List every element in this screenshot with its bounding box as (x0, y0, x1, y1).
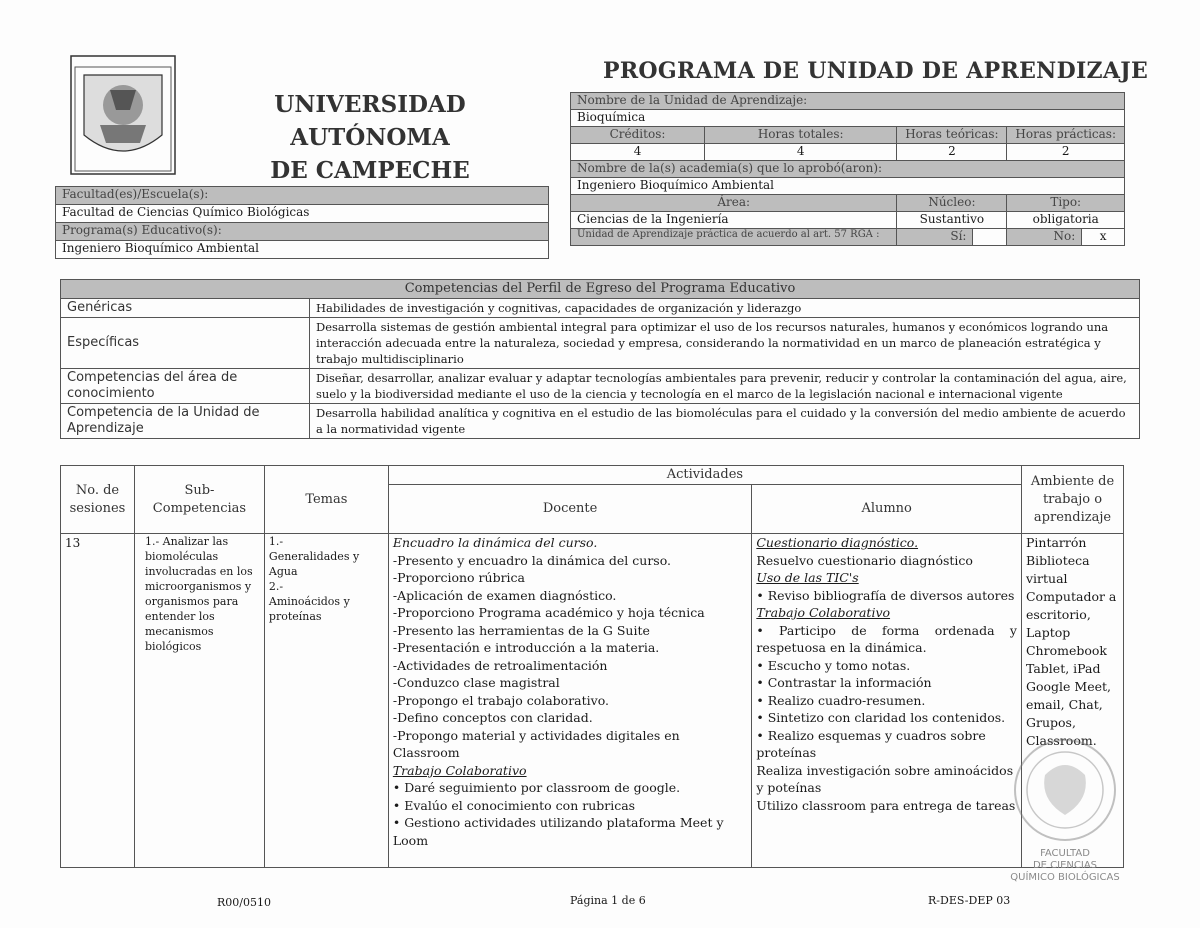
col-temas: Temas (264, 466, 388, 534)
competencia-row (61, 318, 1140, 369)
alumno-bullet: • Realizo esquemas y cuadros sobre proteínas (756, 727, 986, 760)
docente-item: -Presento las herramientas de la G Suite (392, 622, 650, 638)
alumno-heading: Cuestionario diagnóstico. (756, 535, 919, 550)
alumno-bullet: • Escucho y tomo notas. (756, 657, 911, 673)
alumno-bullet: • Participo de forma ordenada y respetuosa en la dinámica. (756, 622, 1017, 655)
docente-item: -Proporciono rúbrica (392, 570, 526, 585)
university-name (200, 88, 540, 187)
practica-label: Unidad de Aprendizaje práctica de acuerdo al art. 57 RGA : (571, 229, 897, 246)
col-docente: Docente (388, 485, 752, 534)
nucleo-label: Núcleo: (897, 195, 1007, 212)
unit-info-table (570, 92, 1125, 246)
unit-name-value: Bioquímica (571, 110, 1125, 127)
stamp-line: FACULTAD (1040, 848, 1090, 859)
university-logo (70, 55, 176, 175)
competencia-row (61, 404, 1140, 439)
creditos-label: Créditos: (571, 127, 705, 144)
docente-item: -Presentación e introducción a la materia. (392, 640, 660, 655)
faculty-info-table (55, 186, 549, 259)
docente-item: -Aplicación de examen diagnóstico. (392, 587, 617, 603)
competencia-value: Diseñar, desarrollar, analizar evaluar y adaptar tecnologías ambientales para prevenir, reducir y controlar la contaminación del agua, aire, suelo y la biodiversidad mediante el uso de la ciencia y tecnología en el marco de la legislación nacional e internacional vigente (310, 369, 1140, 404)
horas-teoricas-label: Horas teóricas: (897, 127, 1007, 144)
ambiente-text: Pintarrón Biblioteca virtual Computador a escritorio, Laptop Chromebook Tablet, iPad Google Meet, email, Chat, Grupos, Classroom. (1021, 534, 1123, 868)
alumno-tail: Realiza investigación sobre aminoácidos y poteínas Utilizo classroom para entrega de tareas (756, 762, 1016, 813)
creditos-value: 4 (571, 144, 705, 161)
docente-bullet: • Gestiono actividades utilizando plataforma Meet y Loom (392, 815, 724, 848)
docente-item: -Propongo el trabajo colaborativo. (392, 692, 609, 708)
unit-name-label: Nombre de la Unidad de Aprendizaje: (571, 93, 1125, 110)
nucleo-value: Sustantivo (897, 212, 1007, 229)
faculty-stamp (1010, 730, 1120, 850)
alumno-cell (752, 534, 1022, 868)
university-name-line1: UNIVERSIDAD AUTÓNOMA (274, 91, 466, 151)
docente-item: -Actividades de retroalimentación (392, 657, 608, 673)
university-name-line2: DE CAMPECHE (270, 157, 470, 184)
horas-practicas-value: 2 (1007, 144, 1125, 161)
alumno-bullet: • Contrastar la información (756, 675, 932, 690)
competencia-value: Habilidades de investigación y cognitivas, capacidades de organización y liderazgo (310, 299, 1140, 318)
horas-teoricas-value: 2 (897, 144, 1007, 161)
alumno-bullet: • Reviso bibliografía de diversos autores (756, 587, 1015, 603)
program-label: Programa(s) Educativo(s): (56, 223, 549, 241)
academia-value: Ingeniero Bioquímico Ambiental (571, 178, 1125, 195)
faculty-value: Facultad de Ciencias Químico Biológicas (56, 205, 549, 223)
competencias-table (60, 279, 1140, 439)
docente-sub-heading: Trabajo Colaborativo (392, 762, 527, 778)
alumno-line: Resuelvo cuestionario diagnóstico (756, 552, 973, 568)
page-number: Página 1 de 6 (570, 894, 646, 907)
stamp-line: DE CIENCIAS (1032, 860, 1098, 871)
area-value: Ciencias de la Ingeniería (571, 212, 897, 229)
docente-heading: Encuadro la dinámica del curso. (392, 535, 598, 550)
col-sesiones: No. de sesiones (61, 466, 135, 534)
competencia-key: Específicas (61, 318, 310, 369)
faculty-stamp-text (1005, 848, 1125, 884)
footer-code: R00/0510 (217, 896, 271, 909)
alumno-heading: Trabajo Colaborativo (756, 605, 891, 620)
sesiones-value: 13 (61, 534, 135, 868)
competencia-key: Competencia de la Unidad de Aprendizaje (61, 404, 310, 439)
faculty-label: Facultad(es)/Escuela(s): (56, 187, 549, 205)
horas-totales-label: Horas totales: (705, 127, 897, 144)
program-value: Ingeniero Bioquímico Ambiental (56, 241, 549, 259)
competencia-row (61, 299, 1140, 318)
subcompetencia-text: 1.- Analizar las biomoléculas involucradas en los microorganismos y organismos para entender los mecanismos biológicos (134, 534, 264, 868)
tipo-label: Tipo: (1007, 195, 1125, 212)
docente-item: -Conduzco clase magistral (392, 675, 560, 690)
col-alumno: Alumno (752, 485, 1022, 534)
competencia-value: Desarrolla sistemas de gestión ambiental integral para optimizar el uso de los recursos naturales, humanos y económicos logrando una interacción adecuada entre la naturaleza, sociedad y empresa, considerando la normatividad en un marco de planeación estratégica y trabajo multidisciplinario (310, 318, 1140, 369)
competencia-row (61, 369, 1140, 404)
program-title: PROGRAMA DE UNIDAD DE APRENDIZAJE (603, 58, 1149, 84)
docente-item: -Propongo material y actividades digitales en Classroom (392, 727, 680, 760)
col-subcompetencias: Sub-Competencias (134, 466, 264, 534)
alumno-heading: Uso de las TIC's (756, 570, 859, 585)
competencia-key: Competencias del área de conocimiento (61, 369, 310, 404)
stamp-line: QUÍMICO BIOLÓGICAS (1010, 872, 1120, 883)
horas-practicas-label: Horas prácticas: (1007, 127, 1125, 144)
docente-bullet: • Evalúo el conocimiento con rubricas (392, 797, 636, 813)
alumno-bullet: • Realizo cuadro-resumen. (756, 692, 926, 708)
col-actividades: Actividades (388, 466, 1021, 485)
activities-table (60, 465, 1124, 868)
col-ambiente: Ambiente de trabajo o aprendizaje (1021, 466, 1123, 534)
competencia-value: Desarrolla habilidad analítica y cognitiva en el estudio de las biomoléculas para el cuidado y la conversión del medio ambiente de acuerdo a la normatividad vigente (310, 404, 1140, 439)
tipo-value: obligatoria (1007, 212, 1125, 229)
competencia-key: Genéricas (61, 299, 310, 318)
docente-item: -Defino conceptos con claridad. (392, 710, 593, 725)
area-label: Área: (571, 195, 897, 212)
document-code: R-DES-DEP 03 (928, 894, 1011, 907)
alumno-bullet: • Sintetizo con claridad los contenidos. (756, 710, 1006, 725)
academia-label: Nombre de la(s) academia(s) que lo aprobó(aron): (571, 161, 1125, 178)
competencias-title: Competencias del Perfil de Egreso del Programa Educativo (61, 280, 1140, 299)
no-label: No: (1007, 229, 1082, 246)
si-value (973, 229, 1007, 246)
docente-item: -Proporciono Programa académico y hoja técnica (392, 605, 705, 620)
docente-cell (388, 534, 752, 868)
si-label: Sí: (897, 229, 973, 246)
no-value: x (1082, 229, 1125, 246)
horas-totales-value: 4 (705, 144, 897, 161)
docente-bullet: • Daré seguimiento por classroom de google. (392, 780, 681, 795)
temas-text: 1.- Generalidades y Agua 2.- Aminoácidos y proteínas (264, 534, 388, 868)
docente-item: -Presento y encuadro la dinámica del curso. (392, 552, 671, 568)
